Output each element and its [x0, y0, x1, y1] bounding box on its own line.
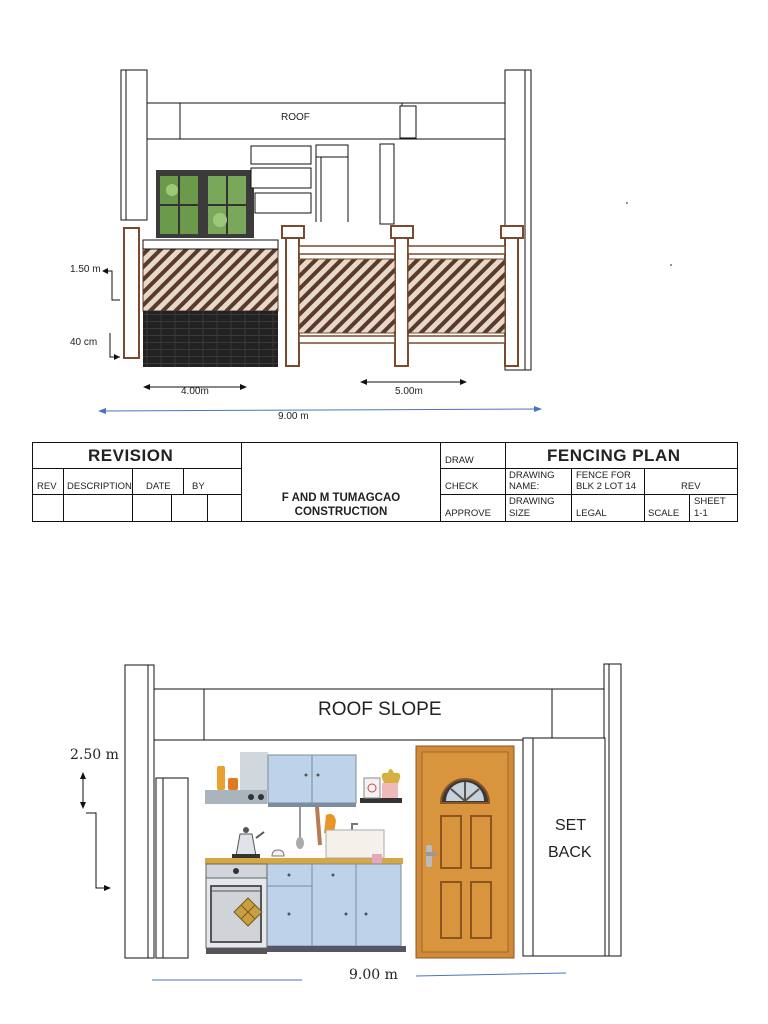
roof-label: ROOF [281, 112, 310, 123]
drawing-size-value: LEGAL [576, 508, 607, 519]
left-inner-post [156, 778, 188, 958]
col-by: BY [192, 481, 205, 492]
kitchen-shelf [205, 752, 268, 804]
col-date: DATE [146, 481, 171, 492]
dim-total-top: 9.00 m [278, 411, 309, 422]
setback-label-line2: BACK [548, 844, 592, 861]
dim-height-bottom: 2.50 m [70, 747, 119, 763]
left-outer-post [125, 665, 154, 958]
sheet-label: SHEET [694, 496, 726, 507]
dim-right-span: 5.00m [395, 386, 423, 397]
dim-wall-height: 40 cm [70, 337, 98, 348]
revision-title: REVISION [88, 446, 174, 465]
company-name-line2: CONSTRUCTION [294, 506, 388, 518]
col-rev: REV [37, 481, 57, 492]
drawing-size-label-1: DRAWING [509, 496, 555, 507]
sheet-number: 1-1 [694, 508, 708, 519]
col-description: DESCRIPTION [67, 481, 132, 492]
drawing-name-value-1: FENCE FOR [576, 470, 631, 481]
scale-and-plant [360, 769, 402, 803]
dim-left-span: 4.00m [181, 386, 209, 397]
drawing-size-label-2: SIZE [509, 508, 531, 519]
setback-label-line1: SET [555, 817, 587, 834]
drawing-name-value-2: BLK 2 LOT 14 [576, 481, 637, 492]
label-check: CHECK [445, 481, 479, 492]
label-draw: DRAW [445, 455, 474, 466]
label-approve: APPROVE [445, 508, 491, 519]
roof-slope-label: ROOF SLOPE [318, 699, 442, 720]
plan-title: FENCING PLAN [547, 446, 681, 465]
dim-total-bottom: 9.00 m [349, 967, 398, 983]
upper-cabinet [268, 755, 356, 807]
scale-label: SCALE [648, 508, 680, 519]
drawing-name-label-2: NAME: [509, 481, 540, 492]
lower-cabinets [262, 864, 406, 952]
door [416, 746, 514, 958]
company-name-line1: F AND M TUMAGCAO [281, 492, 401, 504]
dim-fence-height: 1.50 m [70, 264, 101, 275]
rev-label: REV [681, 481, 701, 492]
drawing-name-label-1: DRAWING [509, 470, 555, 481]
oven [206, 864, 267, 954]
kettle [232, 827, 284, 858]
right-outer-post [604, 664, 621, 956]
